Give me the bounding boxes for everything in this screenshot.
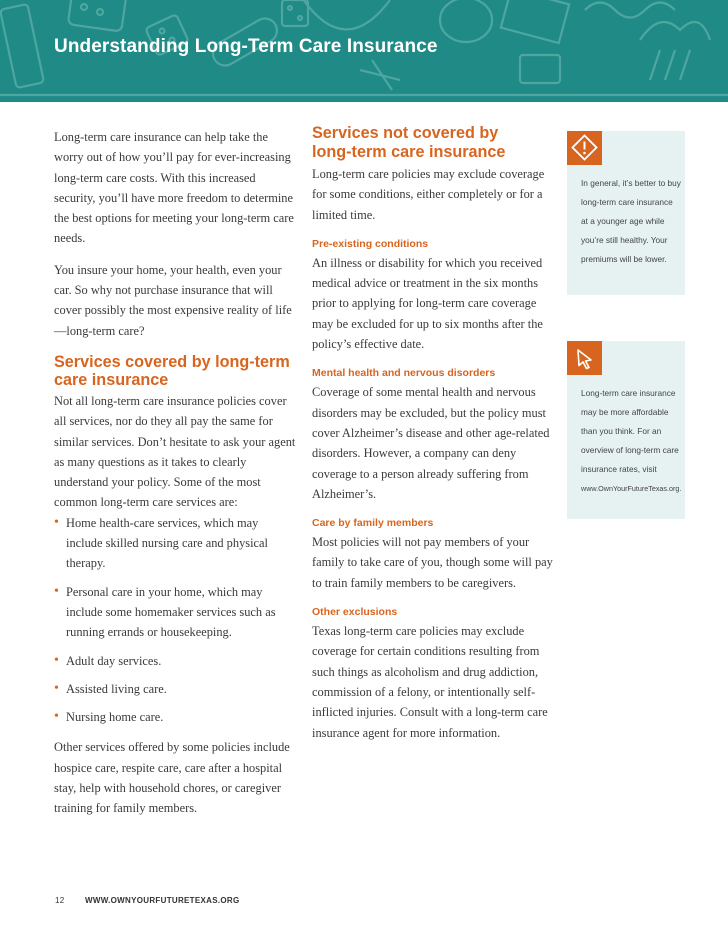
tip-text [581,384,681,498]
subsection-text: Coverage of some mental health and nervous disorders may be excluded, but the policy must cover Alzheimer’s disease and other age-related disorders. However, a company can deny coverage to a person already suffering from Alzheimer’s. [312,385,550,501]
services-list [54,513,296,728]
page-number: 12 [55,896,65,905]
subsection-text: Texas long-term care policies may exclude coverage for certain conditions resulting from such things as alcoholism and drug addiction, commission of a felony, or intentionally self-inflicted injuries. Consult with a long-term care insurance agent for more information. [312,624,548,740]
tip-link[interactable]: www.OwnYourFutureTexas.org. [581,484,682,493]
subheading: Mental health and nervous disorders [312,367,496,380]
page-title: Understanding Long-Term Care Insurance [54,36,438,57]
column-left [54,127,296,819]
list-item: • Adult day services. [54,651,296,671]
header-banner [0,0,728,102]
column-middle [312,124,558,743]
subheading: Other exclusions [312,606,398,619]
footer-url[interactable]: WWW.OWNYOURFUTURETEXAS.ORG [85,896,240,905]
tip-body: Long-term care insurance may be more affordable than you think. For an overview of long-term care insurance rates, visit [581,388,679,474]
closing-paragraph: Other services offered by some policies include hospice care, respite care, care after a hospital stay, help with household chores, or caregiver training for family members. [54,740,290,816]
tip-box-younger [567,131,685,295]
cursor-icon [567,341,602,375]
subheading: Pre-existing conditions [312,237,429,250]
section-body: Not all long-term care insurance policies cover all services, nor do they all pay the same for similar services. Don’t hesitate to ask your agent as many questions as it takes to clearly understand your policy. Some of the most common long-term care services are: [54,393,296,510]
subsection-text: An illness or disability for which you received medical advice or treatment in the six months prior to applying for long-term care coverage may be excluded for up to six months after the policy’s effective date. [312,255,543,352]
section-heading: Services not covered by long-term care insurance [312,124,506,161]
subsection-text: Most policies will not pay members of your family to take care of you, though some will pay to train family members to be caregivers. [312,535,553,590]
page-footer [55,896,240,905]
intro-paragraph: Long-term care insurance can help take the worry out of how you’ll pay for ever-increasing long-term care costs. With this increased security, you’ll have more freedom to determine the best options for meeting your long-term care needs. [54,130,294,246]
alert-icon [567,131,602,165]
section-heading: Services covered by long-term care insurance [54,352,290,390]
subheading: Care by family members [312,517,434,530]
list-item: • Personal care in your home, which may include some homemaker services such as running errands or housekeeping. [54,582,296,643]
tip-text: In general, it’s better to buy long-term care insurance at a younger age while you’re still healthy. Your premiums will be lower. [581,178,681,264]
list-item: • Home health-care services, which may include skilled nursing care and physical therapy. [54,513,296,574]
section-intro: Long-term care policies may exclude coverage for some conditions, either completely or for a limited time. [312,167,545,222]
tip-box-rates [567,341,685,519]
list-item: • Assisted living care. [54,679,296,699]
list-item: • Nursing home care. [54,707,296,727]
intro-paragraph: You insure your home, your health, even your car. So why not purchase insurance that will cover possibly the most expensive reality of life—long-term care? [54,262,292,338]
